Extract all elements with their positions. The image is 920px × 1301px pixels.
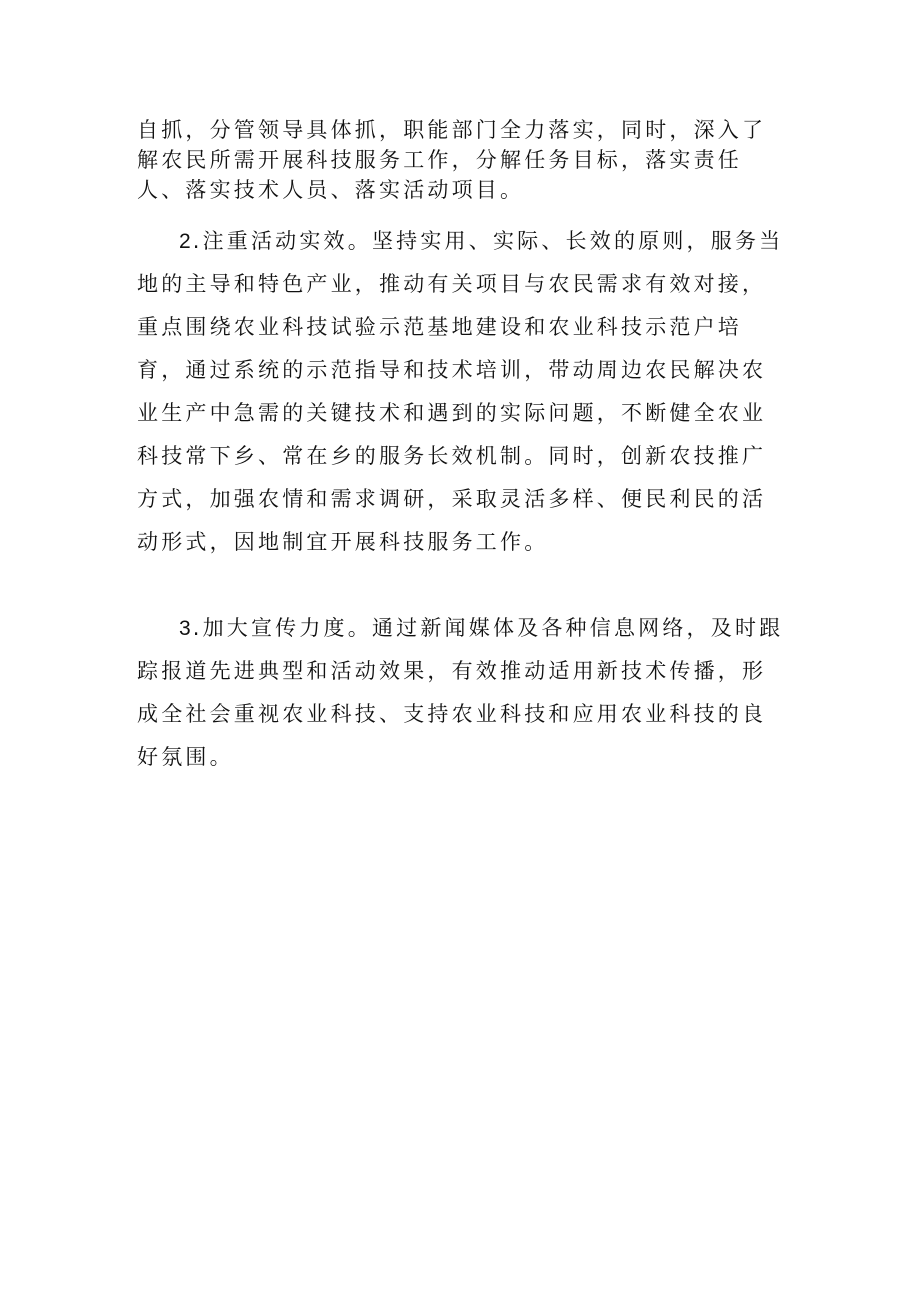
paragraph-3 [137,607,787,779]
paragraph-3-text: .加大宣传力度。通过新闻媒体及各种信息网络，及时跟踪报道先进典型和活动效果，有效推动适用新技术传播，形成全社会重视农业科技、支持农业科技和应用农业科技的良好氛围。 [137,616,784,769]
paragraph-2-body [137,220,787,564]
paragraph-2 [137,220,787,564]
paragraph-3-body [137,607,787,779]
paragraph-3-number: 3 [179,617,193,640]
paragraph-2-text: .注重活动实效。坚持实用、实际、长效的原则，服务当地的主导和特色产业，推动有关项目与农民需求有效对接，重点围绕农业科技试验示范基地建设和农业科技示范户培育，通过系统的示范指导和技术培训，带动周边农民解决农业生产中急需的关键技术和遇到的实际问题，不断健全农业科技常下乡、常在乡的服务长效机制。同时，创新农技推广方式，加强农情和需求调研，采取灵活多样、便民利民的活动形式，因地制宜开展科技服务工作。 [137,229,784,554]
paragraph-1-text: 自抓，分管领导具体抓，职能部门全力落实，同时，深入了解农民所需开展科技服务工作，分解任务目标，落实责任人、落实技术人员、落实活动项目。 [137,118,767,202]
paragraph-continuation [137,115,787,205]
paragraph-2-number: 2 [179,230,193,253]
